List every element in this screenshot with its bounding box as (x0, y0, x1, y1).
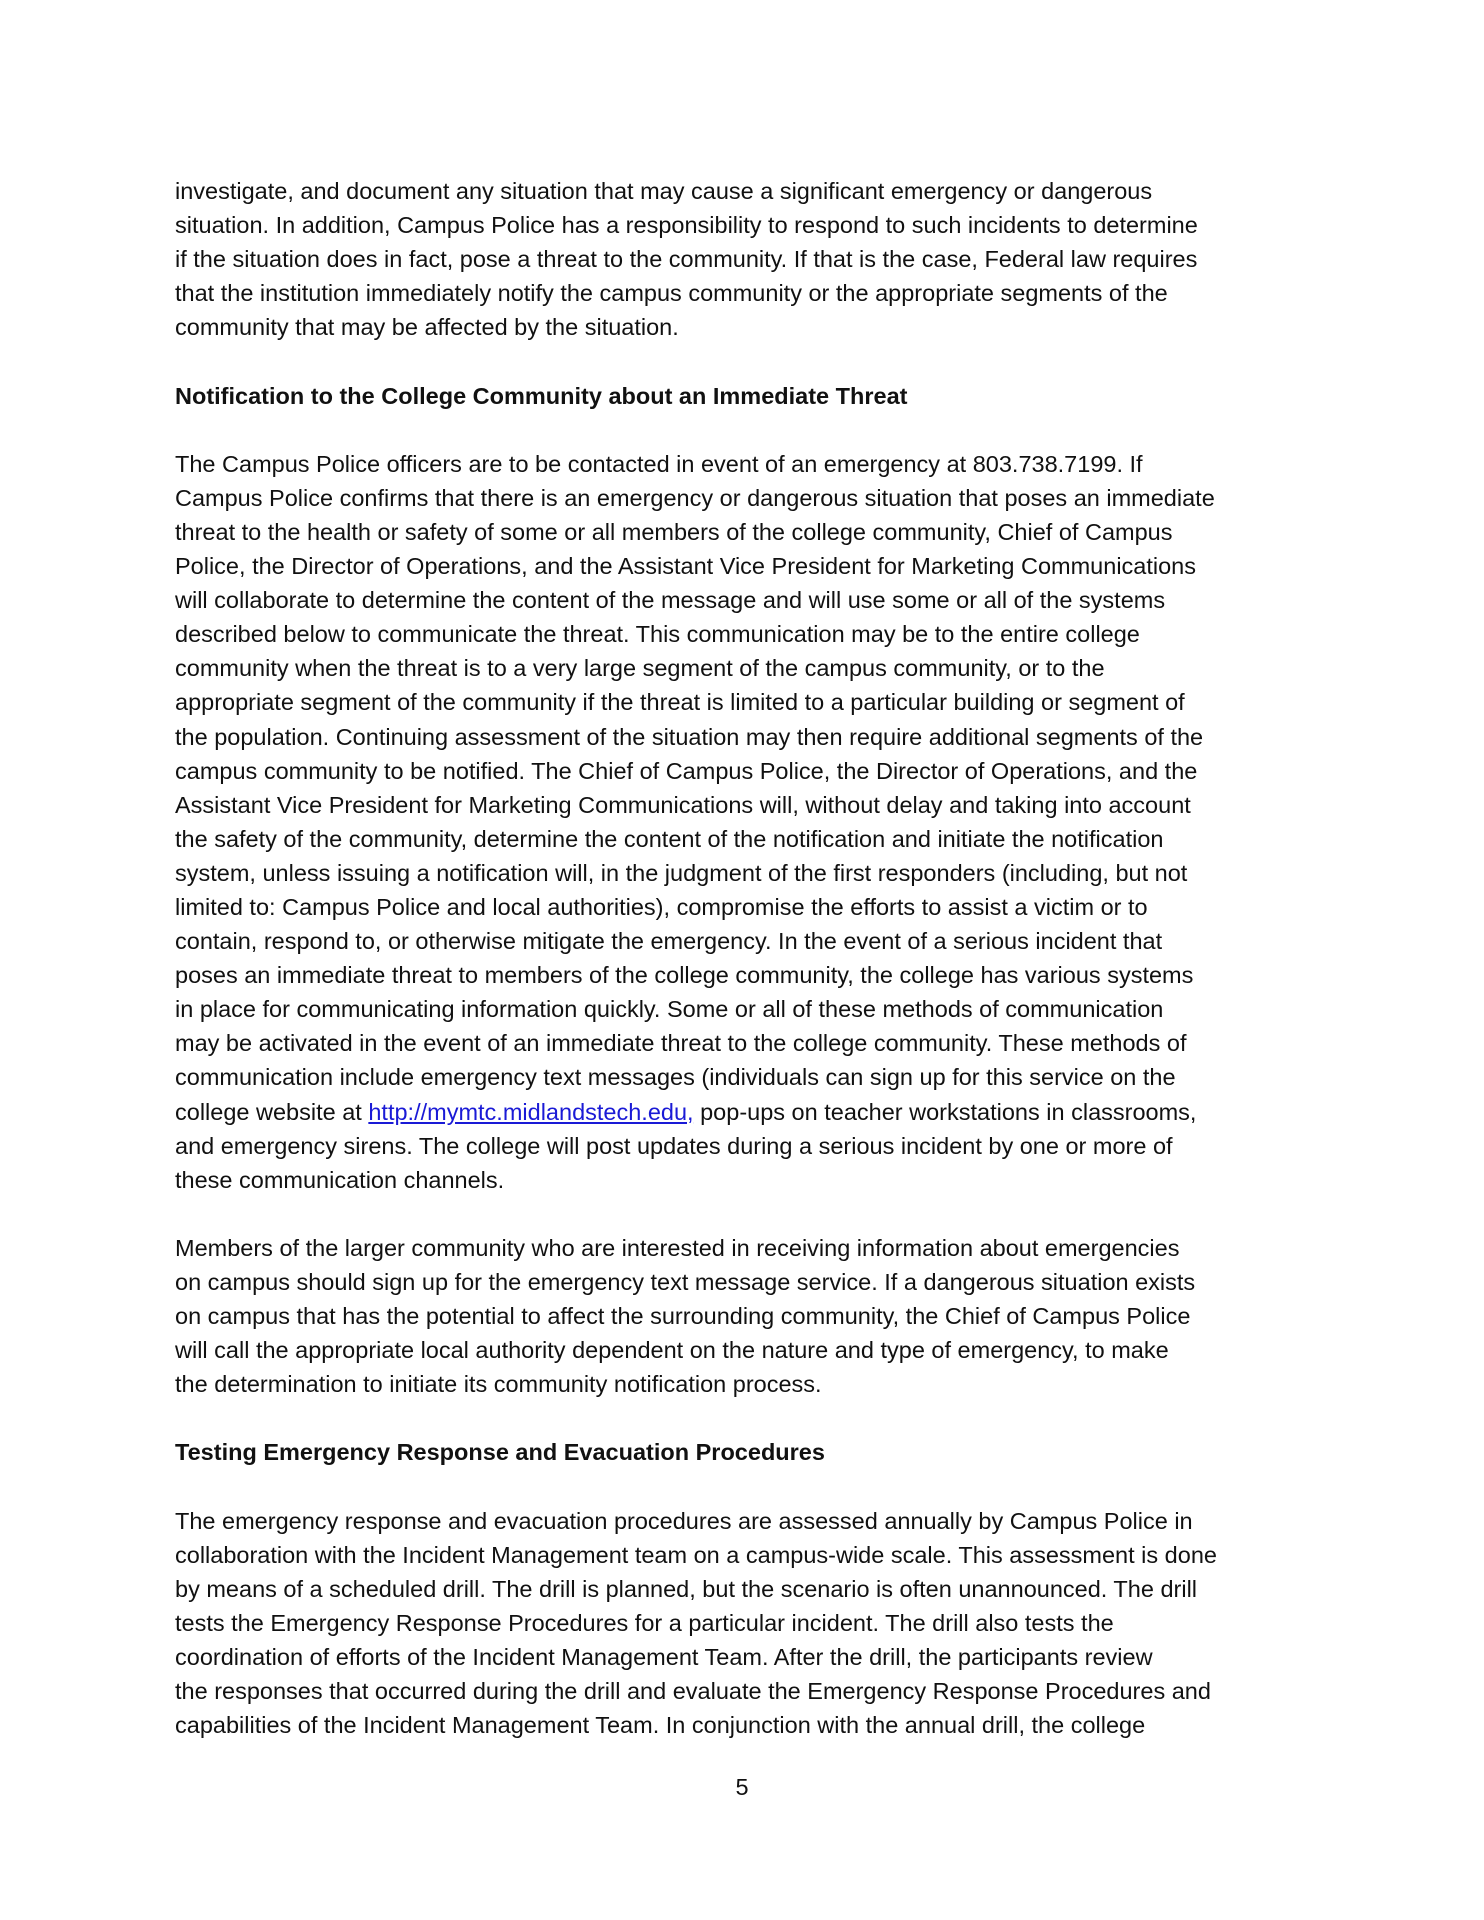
text-line: on campus should sign up for the emergency text message service. If a dangerous situation exists (175, 1269, 1196, 1295)
text-line: poses an immediate threat to members of the college community, the college has various systems (175, 962, 1194, 989)
text-line: in place for communicating information quickly. Some or all of these methods of communication (175, 996, 1164, 1023)
text-line: on campus that has the potential to affect the surrounding community, the Chief of Campus Police (175, 1303, 1191, 1330)
paragraph-gap (175, 413, 1315, 447)
text-line: Campus Police confirms that there is an emergency or dangerous situation that poses an immediate (175, 484, 1215, 511)
text-line: the determination to initiate its community notification process. (175, 1371, 822, 1398)
notification-paragraph (175, 447, 1315, 1197)
mymtc-website-link[interactable]: http://mymtc.midlandstech.edu, (368, 1098, 694, 1125)
paragraph-gap (175, 1470, 1315, 1504)
text-line: campus community to be notified. The Chief of Campus Police, the Director of Operations, and the (175, 757, 1198, 784)
text-line: appropriate segment of the community if the threat is limited to a particular building or segment of (175, 689, 1185, 716)
paragraph-gap (175, 1197, 1315, 1231)
text-line: described below to communicate the threat. This communication may be to the entire college (175, 621, 1140, 648)
text-line-with-link (175, 1095, 1315, 1129)
text-line: Members of the larger community who are interested in receiving information about emergencies (175, 1234, 1180, 1261)
text-line: tests the Emergency Response Procedures for a particular incident. The drill also tests the (175, 1609, 1114, 1636)
text-line: threat to the health or safety of some or all members of the college community, Chief of Campus (175, 518, 1173, 545)
text-line: and emergency sirens. The college will post updates during a serious incident by one or more of (175, 1132, 1173, 1159)
page-number: 5 (735, 1774, 749, 1800)
text-line: contain, respond to, or otherwise mitigate the emergency. In the event of a serious incident that (175, 928, 1163, 955)
text-line: capabilities of the Incident Management Team. In conjunction with the annual drill, the college (175, 1712, 1146, 1739)
intro-paragraph (175, 174, 1315, 344)
notification-heading: Notification to the College Community about an Immediate Threat (175, 382, 908, 409)
testing-heading: Testing Emergency Response and Evacuation Procedures (175, 1439, 825, 1466)
text-line: will collaborate to determine the content of the message and will use some or all of the systems (175, 587, 1166, 614)
text-line: community when the threat is to a very large segment of the campus community, or to the (175, 655, 1105, 682)
text-line: Police, the Director of Operations, and the Assistant Vice President for Marketing Communications (175, 553, 1196, 580)
text-line: limited to: Campus Police and local authorities), compromise the efforts to assist a victim or to (175, 893, 1148, 920)
text-line: the population. Continuing assessment of the situation may then require additional segments of the (175, 723, 1204, 750)
text-line: system, unless issuing a notification will, in the judgment of the first responders (including, but not (175, 859, 1188, 886)
link-line-after: pop-ups on teacher workstations in classrooms, (693, 1098, 1197, 1125)
text-line: that the institution immediately notify the campus community or the appropriate segments of the (175, 280, 1168, 307)
text-line: The emergency response and evacuation procedures are assessed annually by Campus Police in (175, 1507, 1193, 1534)
text-line: communication include emergency text messages (individuals can sign up for this service on the (175, 1064, 1176, 1091)
text-line: the responses that occurred during the drill and evaluate the Emergency Response Procedures and (175, 1678, 1211, 1705)
text-line: if the situation does in fact, pose a threat to the community. If that is the case, Federal law requires (175, 246, 1198, 273)
document-page (175, 174, 1315, 1742)
text-line: the safety of the community, determine the content of the notification and initiate the notification (175, 825, 1164, 852)
text-line: Assistant Vice President for Marketing Communications will, without delay and taking into account (175, 791, 1191, 818)
testing-paragraph (175, 1504, 1315, 1743)
text-line: by means of a scheduled drill. The drill is planned, but the scenario is often unannounced. The drill (175, 1575, 1198, 1602)
text-line: may be activated in the event of an immediate threat to the college community. These methods of (175, 1030, 1187, 1057)
link-line-before: college website at (175, 1098, 369, 1125)
text-line: community that may be affected by the situation. (175, 314, 679, 341)
community-paragraph (175, 1231, 1315, 1401)
text-line: investigate, and document any situation that may cause a significant emergency or dangerous (175, 178, 1153, 204)
paragraph-gap (175, 1401, 1315, 1435)
text-line: these communication channels. (175, 1166, 505, 1193)
text-line: will call the appropriate local authority dependent on the nature and type of emergency, to make (175, 1337, 1169, 1364)
text-line: coordination of efforts of the Incident Management Team. After the drill, the participants review (175, 1644, 1153, 1671)
text-line: collaboration with the Incident Management team on a campus-wide scale. This assessment is done (175, 1541, 1217, 1568)
text-line: The Campus Police officers are to be contacted in event of an emergency at 803.738.7199. If (175, 450, 1143, 477)
text-line: situation. In addition, Campus Police has a responsibility to respond to such incidents to determine (175, 212, 1198, 239)
paragraph-gap (175, 344, 1315, 378)
